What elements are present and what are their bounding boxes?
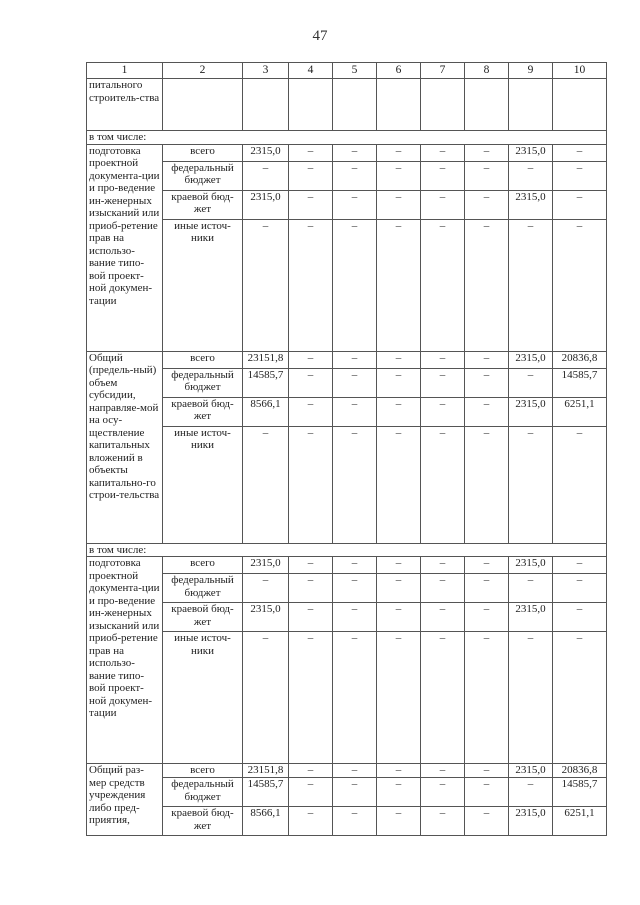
table-cell: иные источ-ники [163, 219, 243, 351]
table-cell: – [333, 351, 377, 368]
table-cell: – [553, 144, 607, 161]
table-cell: подготовка проектной документа-ции и про-ведение ин-женерных изысканий или приоб-ретение прав на использо-вание типо-вой проект-ной докумен-тации [87, 144, 163, 351]
table-cell: – [333, 778, 377, 807]
table-row [87, 79, 607, 131]
page-number: 47 [312, 28, 328, 44]
table-row [87, 144, 607, 161]
table-cell: – [421, 144, 465, 161]
table-row [87, 131, 607, 145]
table-cell: 23151,8 [243, 764, 289, 778]
table-cell: – [553, 557, 607, 574]
table-cell: – [465, 764, 509, 778]
table-cell: – [509, 778, 553, 807]
table-cell: 2315,0 [243, 144, 289, 161]
table-cell: – [553, 632, 607, 764]
table-cell: – [377, 426, 421, 543]
table-row [87, 161, 607, 190]
table-cell: подготовка проектной документа-ции и про-ведение ин-женерных изысканий или приоб-ретение прав на использо-вание типо-вой проект-ной докумен-тации [87, 557, 163, 764]
table-cell: – [289, 764, 333, 778]
table-cell: 14585,7 [553, 778, 607, 807]
table-cell: – [377, 397, 421, 426]
table-cell: – [333, 764, 377, 778]
table-row [87, 807, 607, 836]
table-cell: – [465, 368, 509, 397]
table-cell: – [465, 351, 509, 368]
table-row [87, 190, 607, 219]
column-header: 9 [509, 63, 553, 79]
table-cell: – [465, 397, 509, 426]
table-cell: Общий (предель-ный) объем субсидии, направляе-мой на осу-ществление капитальных вложений в объекты капитально-го строи-тельства [87, 351, 163, 543]
table-cell: – [509, 219, 553, 351]
table-cell: 2315,0 [243, 603, 289, 632]
table-cell: – [333, 219, 377, 351]
table-cell: 6251,1 [553, 397, 607, 426]
column-header: 8 [465, 63, 509, 79]
table-cell: – [377, 144, 421, 161]
column-header: 3 [243, 63, 289, 79]
table-cell: 2315,0 [509, 190, 553, 219]
table-cell: – [377, 778, 421, 807]
table-cell [243, 79, 289, 131]
table-cell: 2315,0 [509, 144, 553, 161]
table-cell: – [377, 557, 421, 574]
table-cell: – [465, 574, 509, 603]
table-cell: – [289, 397, 333, 426]
table-cell: – [509, 368, 553, 397]
table-cell: 14585,7 [243, 368, 289, 397]
table-cell: 2315,0 [509, 807, 553, 836]
table-cell: 2315,0 [509, 764, 553, 778]
table-row [87, 574, 607, 603]
table-cell: – [421, 397, 465, 426]
table-cell: – [421, 426, 465, 543]
table-cell: – [289, 351, 333, 368]
table-cell: – [333, 161, 377, 190]
table-cell: – [289, 426, 333, 543]
table-cell: всего [163, 557, 243, 574]
table-cell: – [377, 190, 421, 219]
table-row [87, 603, 607, 632]
table-cell: – [553, 603, 607, 632]
table-cell: – [377, 161, 421, 190]
table-cell [509, 79, 553, 131]
table-cell: – [377, 368, 421, 397]
table-cell: – [377, 632, 421, 764]
table-cell: – [421, 557, 465, 574]
table-cell: – [377, 219, 421, 351]
table-cell: – [289, 807, 333, 836]
table-cell: 8566,1 [243, 397, 289, 426]
table-cell: – [465, 219, 509, 351]
column-header: 10 [553, 63, 607, 79]
table-cell: – [243, 219, 289, 351]
table-cell: 2315,0 [509, 397, 553, 426]
table-cell: – [465, 144, 509, 161]
table-cell: краевой бюд-жет [163, 190, 243, 219]
table-cell: 14585,7 [553, 368, 607, 397]
budget-table [86, 62, 607, 836]
table-cell: – [553, 190, 607, 219]
table-cell: – [421, 351, 465, 368]
table-cell: всего [163, 144, 243, 161]
table-cell: – [289, 219, 333, 351]
table-cell: – [509, 161, 553, 190]
table-cell: – [465, 778, 509, 807]
table-cell: – [553, 574, 607, 603]
table-cell: – [421, 219, 465, 351]
table-row [87, 397, 607, 426]
table-cell: – [421, 778, 465, 807]
column-header: 4 [289, 63, 333, 79]
table-cell: 23151,8 [243, 351, 289, 368]
table-cell: – [243, 632, 289, 764]
table-cell: – [333, 807, 377, 836]
table-cell: – [289, 603, 333, 632]
table-cell: 20836,8 [553, 351, 607, 368]
column-header: 1 [87, 63, 163, 79]
table-cell: 2315,0 [243, 190, 289, 219]
table-cell: – [465, 161, 509, 190]
table-row [87, 632, 607, 764]
table-cell: – [465, 603, 509, 632]
table-cell: – [553, 161, 607, 190]
table-cell: питального строитель-ства [87, 79, 163, 131]
table-cell: – [377, 764, 421, 778]
table-cell: федеральный бюджет [163, 161, 243, 190]
table-cell: – [465, 632, 509, 764]
table-cell: – [509, 574, 553, 603]
table-row [87, 764, 607, 778]
table-cell: – [421, 632, 465, 764]
table-cell: – [421, 574, 465, 603]
table-cell: краевой бюд-жет [163, 397, 243, 426]
table-cell: – [333, 190, 377, 219]
table-header-row [87, 63, 607, 79]
table-cell: краевой бюд-жет [163, 603, 243, 632]
table-cell: – [509, 426, 553, 543]
column-header: 2 [163, 63, 243, 79]
table-cell [377, 79, 421, 131]
table-row [87, 219, 607, 351]
table-cell: в том числе: [87, 543, 607, 557]
table-cell [289, 79, 333, 131]
table-row [87, 778, 607, 807]
table-cell: иные источ-ники [163, 426, 243, 543]
table-cell: – [465, 426, 509, 543]
table-row [87, 426, 607, 543]
table-cell: – [553, 426, 607, 543]
table-cell: – [289, 574, 333, 603]
table-cell: – [421, 807, 465, 836]
table-row [87, 368, 607, 397]
table-cell [421, 79, 465, 131]
table-cell: – [421, 190, 465, 219]
table-cell: краевой бюд-жет [163, 807, 243, 836]
table-cell: всего [163, 764, 243, 778]
table-cell [333, 79, 377, 131]
table-row [87, 557, 607, 574]
table-cell: – [289, 161, 333, 190]
table-cell: – [465, 807, 509, 836]
table-cell: – [289, 368, 333, 397]
table-cell: в том числе: [87, 131, 607, 145]
table-cell: – [465, 557, 509, 574]
table-cell: – [509, 632, 553, 764]
table-cell: 2315,0 [509, 351, 553, 368]
table-row [87, 351, 607, 368]
column-header: 7 [421, 63, 465, 79]
table-cell: – [333, 144, 377, 161]
table-cell: – [289, 778, 333, 807]
table-cell: 2315,0 [509, 557, 553, 574]
table-cell: 14585,7 [243, 778, 289, 807]
table-cell: федеральный бюджет [163, 574, 243, 603]
table-cell: – [289, 190, 333, 219]
table-cell [553, 79, 607, 131]
table-cell: – [421, 603, 465, 632]
table-cell: – [377, 807, 421, 836]
table-cell: 2315,0 [243, 557, 289, 574]
table-cell [465, 79, 509, 131]
column-header: 5 [333, 63, 377, 79]
table-cell: – [333, 426, 377, 543]
table-cell: – [333, 368, 377, 397]
table-cell: – [421, 368, 465, 397]
table-cell: федеральный бюджет [163, 778, 243, 807]
table-cell: иные источ-ники [163, 632, 243, 764]
table-cell: – [421, 161, 465, 190]
table-cell: – [289, 557, 333, 574]
column-header: 6 [377, 63, 421, 79]
table-cell: Общий раз-мер средств учреждения либо пред-приятия, [87, 764, 163, 836]
table-cell: всего [163, 351, 243, 368]
table-cell: – [289, 144, 333, 161]
table-cell: – [333, 632, 377, 764]
table-row [87, 543, 607, 557]
table-cell: – [377, 603, 421, 632]
table-cell [163, 79, 243, 131]
table-cell: 20836,8 [553, 764, 607, 778]
table-cell: – [243, 574, 289, 603]
table-cell: – [333, 397, 377, 426]
table-cell: – [465, 190, 509, 219]
table-cell: 2315,0 [509, 603, 553, 632]
table-cell: – [421, 764, 465, 778]
table-cell: – [377, 351, 421, 368]
table-cell: – [243, 426, 289, 543]
table-cell: 8566,1 [243, 807, 289, 836]
table-cell: федеральный бюджет [163, 368, 243, 397]
table-cell: – [243, 161, 289, 190]
table-cell: 6251,1 [553, 807, 607, 836]
table-cell: – [333, 557, 377, 574]
table-cell: – [377, 574, 421, 603]
table-cell: – [333, 574, 377, 603]
table-cell: – [553, 219, 607, 351]
table-cell: – [289, 632, 333, 764]
table-cell: – [333, 603, 377, 632]
